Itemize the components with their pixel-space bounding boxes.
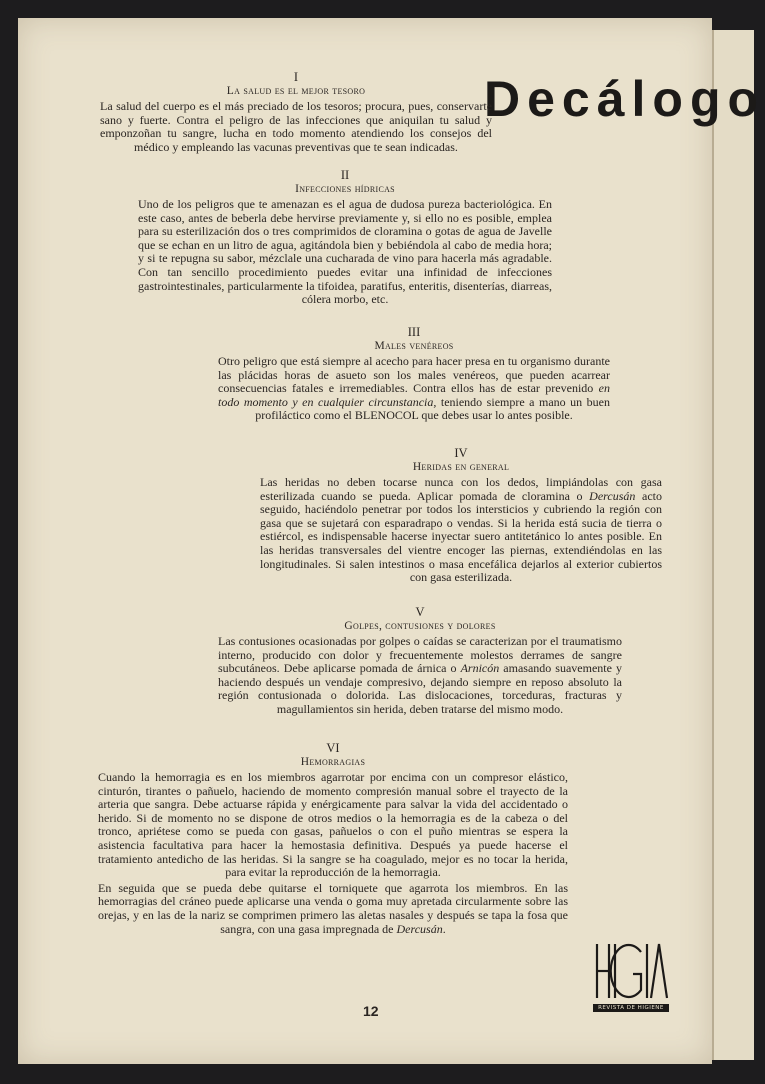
emphasis-text: Dercusán xyxy=(589,488,636,503)
section-heading: Golpes, contusiones y dolores xyxy=(344,620,496,632)
section-text: La salud del cuerpo es el más preciado de los tesoros; procura, pues, conservarte sano y fuerte. Contra el peligro de las infecciones que aniquilan tu salud y emponzoñan tu sangre, lucha en todo momento atendiendo los consejos del médico y empleando las vacunas preventivas que te sean indicadas. xyxy=(100,99,492,154)
section-3 xyxy=(218,325,610,423)
section-text xyxy=(218,635,622,717)
section-text: Uno de los peligros que te amenazan es el agua de dudosa pureza bacteriológica. En este caso, antes de beberla debe hervirse previamente y, si ello no es posible, emplea para su esterilización dos o tres comprimidos de cloramina o gotas de agua de Javelle que se echan en un litro de agua, agitándola bien y bebiéndola al cabo de media hora; y si te repugna su sabor, mézclale una cucharada de vino para hacerla más agradable. Con tan sencillo procedimiento puedes evitar una infinidad de infecciones gastrointestinales, particularmente la tifoidea, paratifus, enteritis, disenterías, diarreas, cólera morbo, etc. xyxy=(138,197,552,307)
text-part: acto seguido, haciéndolo penetrar por todos los intersticios y cubriendo la región con gasa que se sujetará con esparadrapo o vendas. Si la herida está sucia de tierra o estiércol, es indispensable hacerse inyectar suero antitetánico lo antes posible. En las heridas transversales del vientre encoger las piernas, extendiéndolas en las longitudinales. Si salen intestinos o masa encefálica dejarlos al exterior cubiertos con gasa esterilizada. xyxy=(260,488,662,585)
document-page xyxy=(18,18,765,1064)
section-number: IV xyxy=(454,446,468,460)
section-heading: Males venéreos xyxy=(374,340,454,352)
text-part: Las contusiones ocasionadas por golpes o caídas se caracterizan por el traumatismo interno, producido con dolor y frecuentemente molestos derrames de sangre subcutáneos. Debe aplicarse pomada de árnica o xyxy=(218,634,622,676)
section-heading: Heridas en general xyxy=(412,461,510,473)
section-heading: La salud es el mejor tesoro xyxy=(226,85,366,97)
section-text xyxy=(260,476,662,585)
text-part: Otro peligro que está siempre al acecho para hacer presa en tu organismo durante las plácidas horas de asueto son los males venéreos, que pueden acarrear consecuencias fatales e irremediables. Contra ellos has de estar prevenido xyxy=(218,354,610,396)
section-1 xyxy=(100,70,492,154)
section-number: V xyxy=(415,605,425,619)
section-number: VI xyxy=(326,741,340,755)
next-page-edge xyxy=(712,30,754,1060)
section-text-continued xyxy=(98,882,568,936)
higia-logo-mark xyxy=(593,938,669,1004)
section-text xyxy=(218,355,610,423)
text-part: teniendo siempre a mano un buen profiláctico como el BLENOCOL que debes usar lo antes posible. xyxy=(255,394,610,423)
text-part: En seguida que se pueda debe quitarse el torniquete que agarrota los miembros. En las hemorragias del cráneo puede aplicarse una venda o goma muy apretada circularmente sobre las orejas, y en las de la nariz se comprimen primero las aletas nasales y después se tapa la fosa que sangra, con una gasa impregnada de xyxy=(98,880,568,936)
text-part: Las heridas no deben tocarse nunca con los dedos, limpiándolas con gasa esterilizada cuando se pueda. Aplicar pomada de cloramina o xyxy=(260,475,662,503)
page-number: 12 xyxy=(363,1003,379,1019)
section-4 xyxy=(260,446,662,585)
section-number: III xyxy=(407,325,421,339)
text-part: amasando suavemente y haciendo después un vendaje compresivo, dejando siempre en reposo absoluto la región contusionada o dolorida. Las dislocaciones, torceduras, fracturas y magullamientos sin herida, deben tratarse del mismo modo. xyxy=(218,661,622,716)
section-heading: Hemorragias xyxy=(300,756,366,768)
emphasis-text: Arnicón xyxy=(460,661,500,676)
text-part: . xyxy=(442,921,446,936)
section-heading: Infecciones hídricas xyxy=(295,183,395,195)
page-title: Decálogo xyxy=(484,71,765,127)
higia-logo xyxy=(593,938,669,1014)
emphasis-text: Dercusán xyxy=(396,921,443,936)
logo-subtitle: REVISTA DE HIGIENE xyxy=(593,1004,669,1012)
section-text: Cuando la hemorragia es en los miembros agarrotar por encima con un compresor elástico, cinturón, tirantes o pañuelo, haciendo de momento compresión manual sobre el trayecto de la arteria que sangra. Debe actuarse rápida y enérgicamente para salvar la vida del accidentado o herido. Si de momento no se dispone de otros medios o la hemorragia es de la cabeza o del tronco, apriétese como se pueda con gasas, pañuelos o con el puño mientras se espera la asistencia facultativa para hacer la hemostasia definitiva. Después ya puede hacerse el tratamiento antedicho de las heridas. Si la sangre se ha coagulado, mejor es no tocar la herida, para evitar la reproducción de la hemorragia. xyxy=(98,770,568,880)
section-6 xyxy=(98,741,568,936)
section-5 xyxy=(218,605,622,717)
section-number: II xyxy=(340,168,350,182)
section-number: I xyxy=(293,70,299,84)
emphasis-text: en todo momento y en cualquier circunstancia, xyxy=(218,381,610,409)
section-2 xyxy=(138,168,552,307)
